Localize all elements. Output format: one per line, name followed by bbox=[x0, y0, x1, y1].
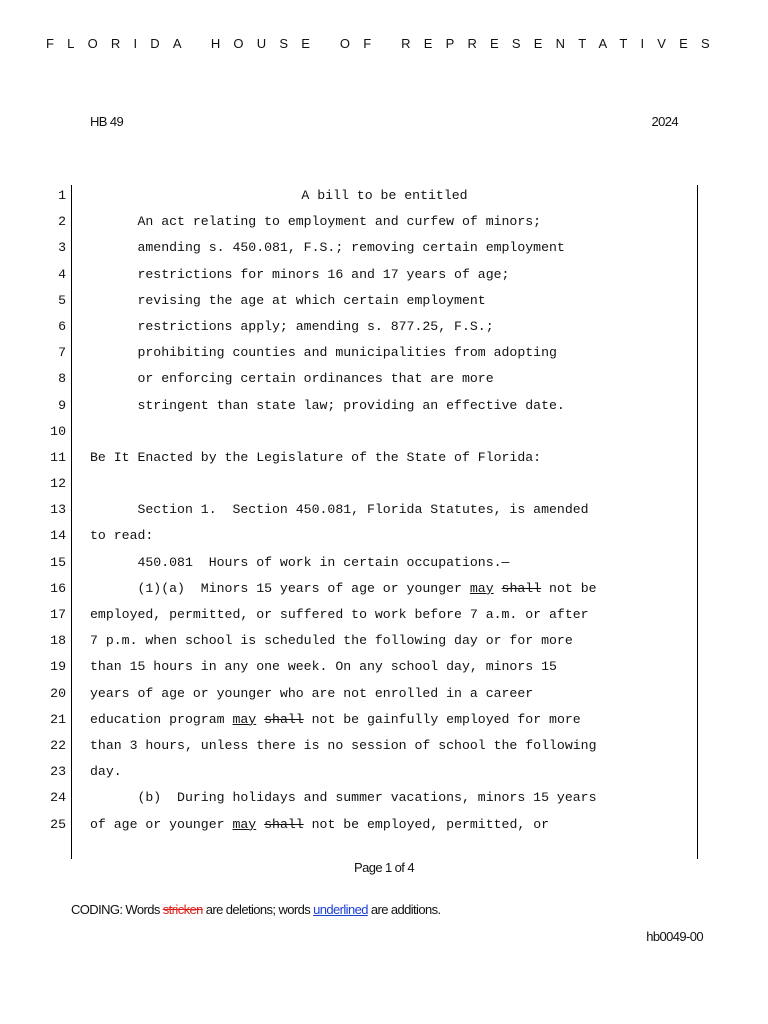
coding-underlined-sample: underlined bbox=[313, 902, 368, 917]
bill-line bbox=[0, 340, 768, 366]
bill-text-body bbox=[0, 183, 768, 838]
text-segment: not be gainfully employed for more bbox=[303, 711, 581, 727]
text-segment: 7 p.m. when school is scheduled the following day or for more bbox=[90, 633, 573, 649]
text-segment: (1)(a) Minors 15 years of age or younger bbox=[90, 580, 470, 596]
bill-line bbox=[0, 288, 768, 314]
deleted-word: shall bbox=[264, 816, 304, 832]
line-number: 7 bbox=[58, 345, 66, 361]
line-text bbox=[90, 314, 494, 340]
inserted-word: may bbox=[469, 580, 494, 596]
text-segment: A bill to be entitled bbox=[301, 188, 468, 203]
line-number: 17 bbox=[50, 607, 66, 622]
coding-prefix: CODING: Words bbox=[71, 902, 163, 917]
text-segment: years of age or younger who are not enrolled in a career bbox=[90, 685, 534, 701]
text-segment: An act relating to employment and curfew of minors; bbox=[90, 214, 542, 230]
line-number: 25 bbox=[50, 816, 66, 832]
bill-line bbox=[0, 576, 768, 602]
bill-line bbox=[0, 262, 768, 288]
line-text bbox=[90, 812, 549, 838]
bill-line bbox=[0, 497, 768, 523]
line-text bbox=[90, 759, 122, 785]
text-segment: restrictions apply; amending s. 877.25, F.S.; bbox=[90, 318, 494, 334]
text-segment: 450.081 Hours of work in certain occupations.— bbox=[90, 554, 510, 570]
line-text bbox=[90, 393, 565, 419]
bill-line bbox=[0, 183, 768, 209]
text-segment: or enforcing certain ordinances that are more bbox=[90, 371, 494, 387]
line-number: 6 bbox=[58, 318, 66, 334]
bill-line bbox=[0, 812, 768, 838]
text-segment: employed, permitted, or suffered to work before 7 a.m. or after bbox=[90, 607, 589, 622]
line-number: 10 bbox=[50, 423, 66, 439]
line-number: 11 bbox=[50, 449, 66, 465]
line-number: 20 bbox=[50, 685, 66, 701]
line-text bbox=[90, 550, 509, 576]
line-text bbox=[90, 785, 596, 811]
line-number: 4 bbox=[58, 266, 66, 282]
line-text bbox=[90, 602, 589, 628]
bill-line bbox=[0, 550, 768, 576]
chamber-banner: FLORIDA HOUSE OF REPRESENTATIVES bbox=[46, 36, 723, 51]
line-text bbox=[90, 628, 573, 654]
line-number: 19 bbox=[50, 659, 66, 675]
bill-line bbox=[0, 209, 768, 235]
bill-line bbox=[0, 759, 768, 785]
line-text bbox=[90, 262, 509, 288]
line-number: 15 bbox=[50, 554, 66, 570]
text-segment: not be bbox=[541, 580, 597, 596]
bill-line bbox=[0, 654, 768, 680]
coding-legend bbox=[71, 902, 441, 917]
bill-line bbox=[0, 707, 768, 733]
line-number: 14 bbox=[50, 528, 66, 544]
text-segment: of age or younger bbox=[90, 816, 233, 832]
coding-stricken-sample: stricken bbox=[162, 902, 203, 917]
text-segment: restrictions for minors 16 and 17 years of age; bbox=[90, 266, 510, 282]
document-code: hb0049-00 bbox=[646, 929, 703, 944]
line-number: 8 bbox=[58, 371, 66, 387]
bill-line bbox=[0, 419, 768, 445]
line-text bbox=[90, 523, 153, 549]
text-segment: (b) During holidays and summer vacations, minors 15 years bbox=[90, 790, 597, 806]
line-text bbox=[90, 235, 565, 261]
line-number: 16 bbox=[50, 580, 66, 596]
text-segment bbox=[256, 712, 264, 727]
text-segment: stringent than state law; providing an effective date. bbox=[90, 397, 565, 413]
line-number: 21 bbox=[50, 711, 66, 727]
line-text bbox=[90, 681, 533, 707]
text-segment: not be employed, permitted, or bbox=[303, 816, 550, 832]
text-segment: Section 1. Section 450.081, Florida Statutes, is amended bbox=[90, 502, 589, 518]
line-number: 24 bbox=[50, 790, 66, 806]
bill-line bbox=[0, 523, 768, 549]
line-text bbox=[90, 733, 596, 759]
text-segment: amending s. 450.081, F.S.; removing certain employment bbox=[90, 240, 565, 256]
line-number: 22 bbox=[50, 737, 66, 753]
bill-line bbox=[0, 602, 768, 628]
text-segment: than 15 hours in any one week. On any school day, minors 15 bbox=[90, 659, 557, 675]
text-segment: than 3 hours, unless there is no session of school the following bbox=[90, 737, 597, 753]
line-number: 5 bbox=[58, 292, 66, 308]
line-number: 13 bbox=[50, 502, 66, 518]
line-number: 9 bbox=[58, 397, 66, 413]
bill-number: HB 49 bbox=[90, 114, 124, 129]
text-segment: to read: bbox=[90, 528, 154, 544]
deleted-word: shall bbox=[501, 580, 542, 596]
coding-suffix: are additions. bbox=[367, 902, 441, 917]
inserted-word: may bbox=[232, 711, 257, 727]
text-segment: day. bbox=[90, 764, 122, 780]
text-segment: education program bbox=[90, 711, 233, 727]
bill-line bbox=[0, 314, 768, 340]
deleted-word: shall bbox=[264, 711, 304, 727]
line-number: 3 bbox=[58, 240, 66, 256]
bill-line bbox=[0, 681, 768, 707]
line-number: 1 bbox=[58, 188, 66, 203]
text-segment: Be It Enacted by the Legislature of the State of Florida: bbox=[90, 449, 542, 465]
line-number: 23 bbox=[50, 764, 66, 780]
page-number: Page 1 of 4 bbox=[354, 860, 414, 875]
line-text bbox=[90, 654, 557, 680]
line-text bbox=[90, 707, 581, 733]
line-number: 2 bbox=[58, 214, 66, 230]
coding-mid: are deletions; words bbox=[202, 902, 314, 917]
text-segment bbox=[494, 581, 502, 596]
bill-year: 2024 bbox=[651, 114, 678, 129]
line-text bbox=[90, 366, 494, 392]
inserted-word: may bbox=[232, 816, 257, 832]
bill-line bbox=[0, 393, 768, 419]
line-text bbox=[90, 445, 541, 471]
line-number: 18 bbox=[50, 633, 66, 649]
bill-line bbox=[0, 733, 768, 759]
bill-line bbox=[0, 445, 768, 471]
text-segment: prohibiting counties and municipalities from adopting bbox=[90, 345, 557, 361]
bill-line bbox=[0, 471, 768, 497]
line-number: 12 bbox=[50, 476, 66, 492]
bill-line bbox=[0, 785, 768, 811]
bill-line bbox=[0, 628, 768, 654]
bill-line bbox=[0, 235, 768, 261]
text-segment: revising the age at which certain employment bbox=[90, 292, 486, 308]
text-segment bbox=[256, 817, 264, 832]
line-text bbox=[90, 576, 597, 602]
line-text bbox=[90, 288, 486, 314]
line-text bbox=[90, 497, 589, 523]
line-text bbox=[90, 209, 541, 235]
bill-line bbox=[0, 366, 768, 392]
line-text bbox=[90, 340, 557, 366]
line-text bbox=[72, 183, 697, 209]
